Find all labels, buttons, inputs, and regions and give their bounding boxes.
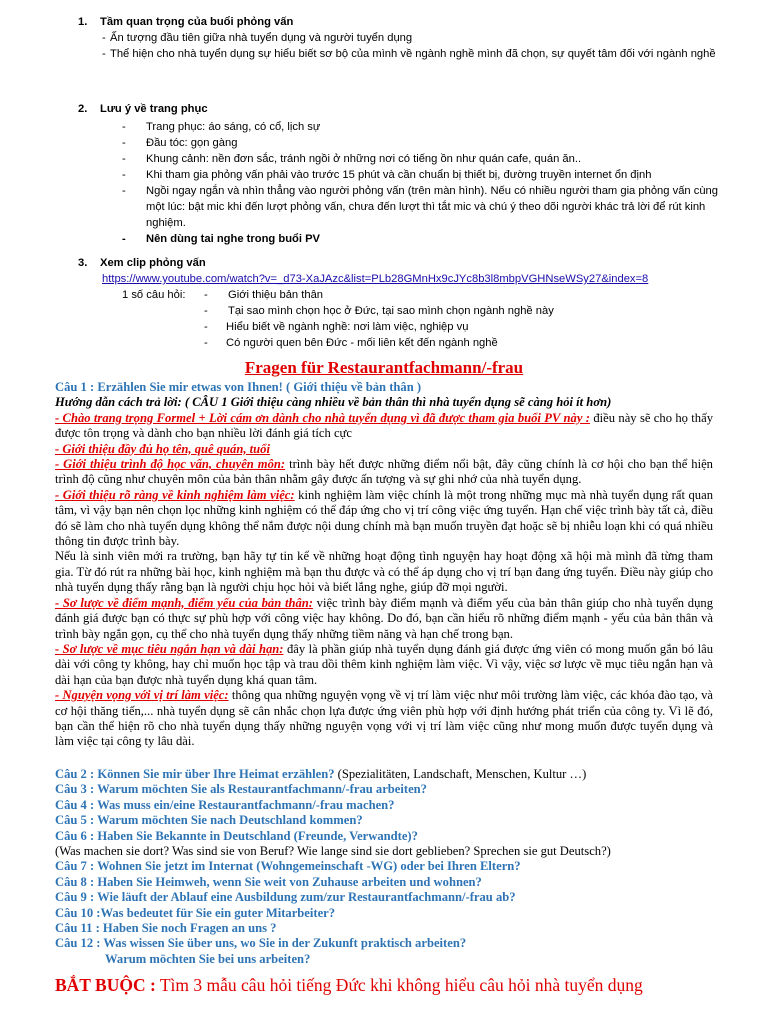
list-item: - Ấn tượng đầu tiên giữa nhà tuyển dụng và người tuyển dụng xyxy=(102,32,413,44)
question-4: Câu 4 : Was muss ein/eine Restaurantfachmann/-frau machen? xyxy=(55,797,395,812)
paragraph: - Nguyện vọng với vị trí làm việc: thông qua những nguyện vọng về vị trí làm việc như môi trường làm việc, các khóa đào tạo, và cơ hội thăng tiến,... nhà tuyển dụng sẽ cân nhắc chọn lựa được ứng viên phù hợp với định hướng phát triển của công ty. Vì lẽ đó, bạn cần thể hiện rõ cho nhà tuyển dụng thấy những nguyện vọng với vị trí làm việc cũng như mong muốn được tuyển dụng và làm việc tại công ty lâu dài. xyxy=(55,688,714,749)
list-item: - Nên dùng tai nghe trong buổi PV xyxy=(122,233,321,245)
question-2: Câu 2 : Können Sie mir über Ihre Heimat erzählen? (Spezialitäten, Landschaft, Menschen, Kultur …) xyxy=(55,767,587,781)
section-number: 2. xyxy=(78,103,88,115)
question-item: Giới thiệu bản thân xyxy=(228,289,324,301)
question-1-block xyxy=(55,380,713,750)
section-title: Tầm quan trọng của buổi phỏng vấn xyxy=(100,16,294,28)
answer-guide: Hướng dẫn cách trả lời: ( CÂU 1 Giới thiệu càng nhiều về bản thân thì nhà tuyển dụng sẽ càng hỏi ít hơn) xyxy=(55,395,612,410)
question-12-followup: Warum möchten Sie bei uns arbeiten? xyxy=(105,951,311,966)
section-importance xyxy=(78,14,718,62)
question-11: Câu 11 : Haben Sie noch Fragen an uns ? xyxy=(55,921,277,936)
list-item: - Hiểu biết về ngành nghề: nơi làm việc, nghiệp vụ xyxy=(204,321,469,333)
paragraph: Nếu là sinh viên mới ra trường, bạn hãy tự tin kể về những hoạt động tình nguyện hay hoạt động xã hội mà mình đã từng tham gia. Từ đó rút ra những bài học, kinh nghiệm mà bạn thu được và có thể áp dụng cho vị trí bạn đang ứng tuyển. Điều này giúp cho nhà tuyển dụng thấy rằng bạn là người chịu học hỏi và biết lắng nghe, giúp đỡ mọi người. xyxy=(55,549,713,595)
list-item: - Khung cảnh: nền đơn sắc, tránh ngồi ở những nơi có tiếng ồn như quán cafe, quán ăn.. xyxy=(122,153,582,165)
list-item: - Thể hiện cho nhà tuyển dụng sự hiểu biết sơ bộ của mình về ngành nghề mình đã chọn, sự quyết tâm đối với ngành nghề xyxy=(102,48,716,60)
mandatory-task: BẮT BUỘC : Tìm 3 mẫu câu hỏi tiếng Đức khi không hiểu câu hỏi nhà tuyển dụng xyxy=(55,975,643,995)
youtube-link[interactable]: https://www.youtube.com/watch?v=_d73-XaJAzc&list=PLb28GMnHx9cJYc8b3l8mbpVGHNseWSy27&index=8 xyxy=(102,273,649,285)
question-7: Câu 7 : Wohnen Sie jetzt im Internat (Wohngemeinschaft -WG) oder bei Ihren Eltern? xyxy=(55,859,521,874)
paragraph: - Sơ lược về điểm mạnh, điểm yếu của bản thân: việc trình bày điểm mạnh và điểm yếu của bản thân giúp cho nhà tuyển dụng đánh giá được bạn có thực sự phù hợp với công việc hay không. Do đó, bạn cần hiểu rõ những điểm mạnh - yếu của bản thân và trình bày ngắn gọn, cụ thể cho nhà tuyển dụng thấy những tiềm năng và hạn chế trong bạn. xyxy=(55,595,713,641)
section-dress-code xyxy=(78,101,718,247)
questions-label: 1 số câu hỏi: xyxy=(122,289,186,301)
list-item: - Có người quen bên Đức - mối liên kết đến ngành nghề xyxy=(204,337,498,349)
question-10: Câu 10 :Was bedeutet für Sie ein guter Mitarbeiter? xyxy=(55,905,336,920)
section-interview-clip: 3. Xem clip phỏng vấn https://www.youtube.com/watch?v=_d73-XaJAzc&list=PLb28GMnHx9cJYc8b3l8mbpVGHNseWSy27&index=8 1 số câu hỏi: - Giới thiệu bản thân - Tại sao mình chọn học ở Đức, tại sao mình chọn ngành nghề này - Hiểu biết về ngành nghề: nơi làm việc, nghiệp vụ - Có người quen bên Đức - mối liên kết đến ngành nghề xyxy=(78,255,718,351)
section-number: 3. xyxy=(78,257,88,269)
paragraph: - Sơ lược về mục tiêu ngắn hạn và dài hạn: đây là phần giúp nhà tuyển dụng đánh giá được ứng viên có mong muốn gắn bó lâu dài với công ty không, hay chỉ muốn học tập và trau dồi thêm kinh nghiệm làm việc. Vì vậy, việc sơ lược về mục tiêu ngắn hạn và dài hạn của bạn được nhà tuyển dụng khá quan tâm. xyxy=(55,641,713,687)
paragraph: - Chào trang trọng Formel + Lời cám ơn dành cho nhà tuyển dụng vì đã được tham gia buổi PV này : điều này sẽ cho họ thấy được tôn trọng và dành cho bạn nhiều lời đánh giá tích cực xyxy=(55,410,713,441)
page-title: Fragen für Restaurantfachmann/-frau xyxy=(244,358,524,377)
question-9: Câu 9 : Wie läuft der Ablauf eine Ausbildung zum/zur Restaurantfachmann/-frau ab? xyxy=(55,890,516,905)
paragraph: - Giới thiệu trình độ học vấn, chuyên môn: trình bày hết được những điểm nổi bật, đây cũng chính là cơ hội cho bạn thể hiện trình độ cũng như chuyên môn của bản thân nhằm gây được ấn tượng và sự ghi nhớ của nhà tuyển dụng. xyxy=(55,457,713,487)
question-12: Câu 12 : Was wissen Sie über uns, wo Sie in der Zukunft praktisch arbeiten? xyxy=(55,936,467,951)
list-item: - Khi tham gia phỏng vấn phải vào trước 15 phút và cần chuẩn bị thiết bị, đường truyền internet ổn định xyxy=(122,169,652,181)
question-5: Câu 5 : Warum möchten Sie nach Deutschland kommen? xyxy=(55,813,363,828)
section-title: Lưu ý về trang phục xyxy=(100,103,208,115)
list-item: - Tại sao mình chọn học ở Đức, tại sao mình chọn ngành nghề này xyxy=(204,305,554,317)
section-number: 1. xyxy=(78,16,88,28)
list-item: - Trang phục: áo sáng, có cổ, lịch sự xyxy=(122,121,321,133)
question-8: Câu 8 : Haben Sie Heimweh, wenn Sie weit von Zuhause arbeiten und wohnen? xyxy=(55,874,482,889)
question-list xyxy=(55,767,713,967)
list-item: - Ngồi ngay ngắn và nhìn thẳng vào người phỏng vấn (trên màn hình). Nếu có nhiều người tham gia phỏng vấn cùng một lúc: bật mic khi đến lượt phỏng vấn, chưa đến lượt thì tắt mic và chú ý theo dõi người khác trả lời để rút kinh nghiệm. xyxy=(122,185,719,229)
paragraph: - Giới thiệu đầy đủ họ tên, quê quán, tuổi xyxy=(55,441,270,456)
question-3: Câu 3 : Warum möchten Sie als Restaurantfachmann/-frau arbeiten? xyxy=(55,782,427,797)
question-label: Câu 1 : Erzählen Sie mir etwas von Ihnen! ( Giới thiệu về bản thân ) xyxy=(55,380,422,394)
list-item: - Đầu tóc: gọn gàng xyxy=(122,137,238,149)
question-6-note: (Was machen sie dort? Was sind sie von Beruf? Wie lange sind sie dort geblieben? Sprechen sie gut Deutsch?) xyxy=(55,844,611,859)
question-6: Câu 6 : Haben Sie Bekannte in Deutschland (Freunde, Verwandte)? xyxy=(55,828,418,843)
paragraph: - Giới thiệu rõ ràng về kinh nghiệm làm việc: kinh nghiệm làm việc chính là một trong những mục mà nhà tuyển dụng rất quan tâm, vì vậy bạn nên chọn lọc những kinh nghiệm có thể đáp ứng cho vị trí công việc ứng tuyển. Hạn chế việc trình bày tất cả, điều đó sẽ làm cho nhà tuyển dụng không thể nắm được nội dung chính mà bạn muốn truyền đạt hoặc sẽ bị nhiễu loạn khi có quá nhiều thông tin được trình bày. xyxy=(55,487,713,549)
section-title: Xem clip phỏng vấn xyxy=(100,257,206,269)
